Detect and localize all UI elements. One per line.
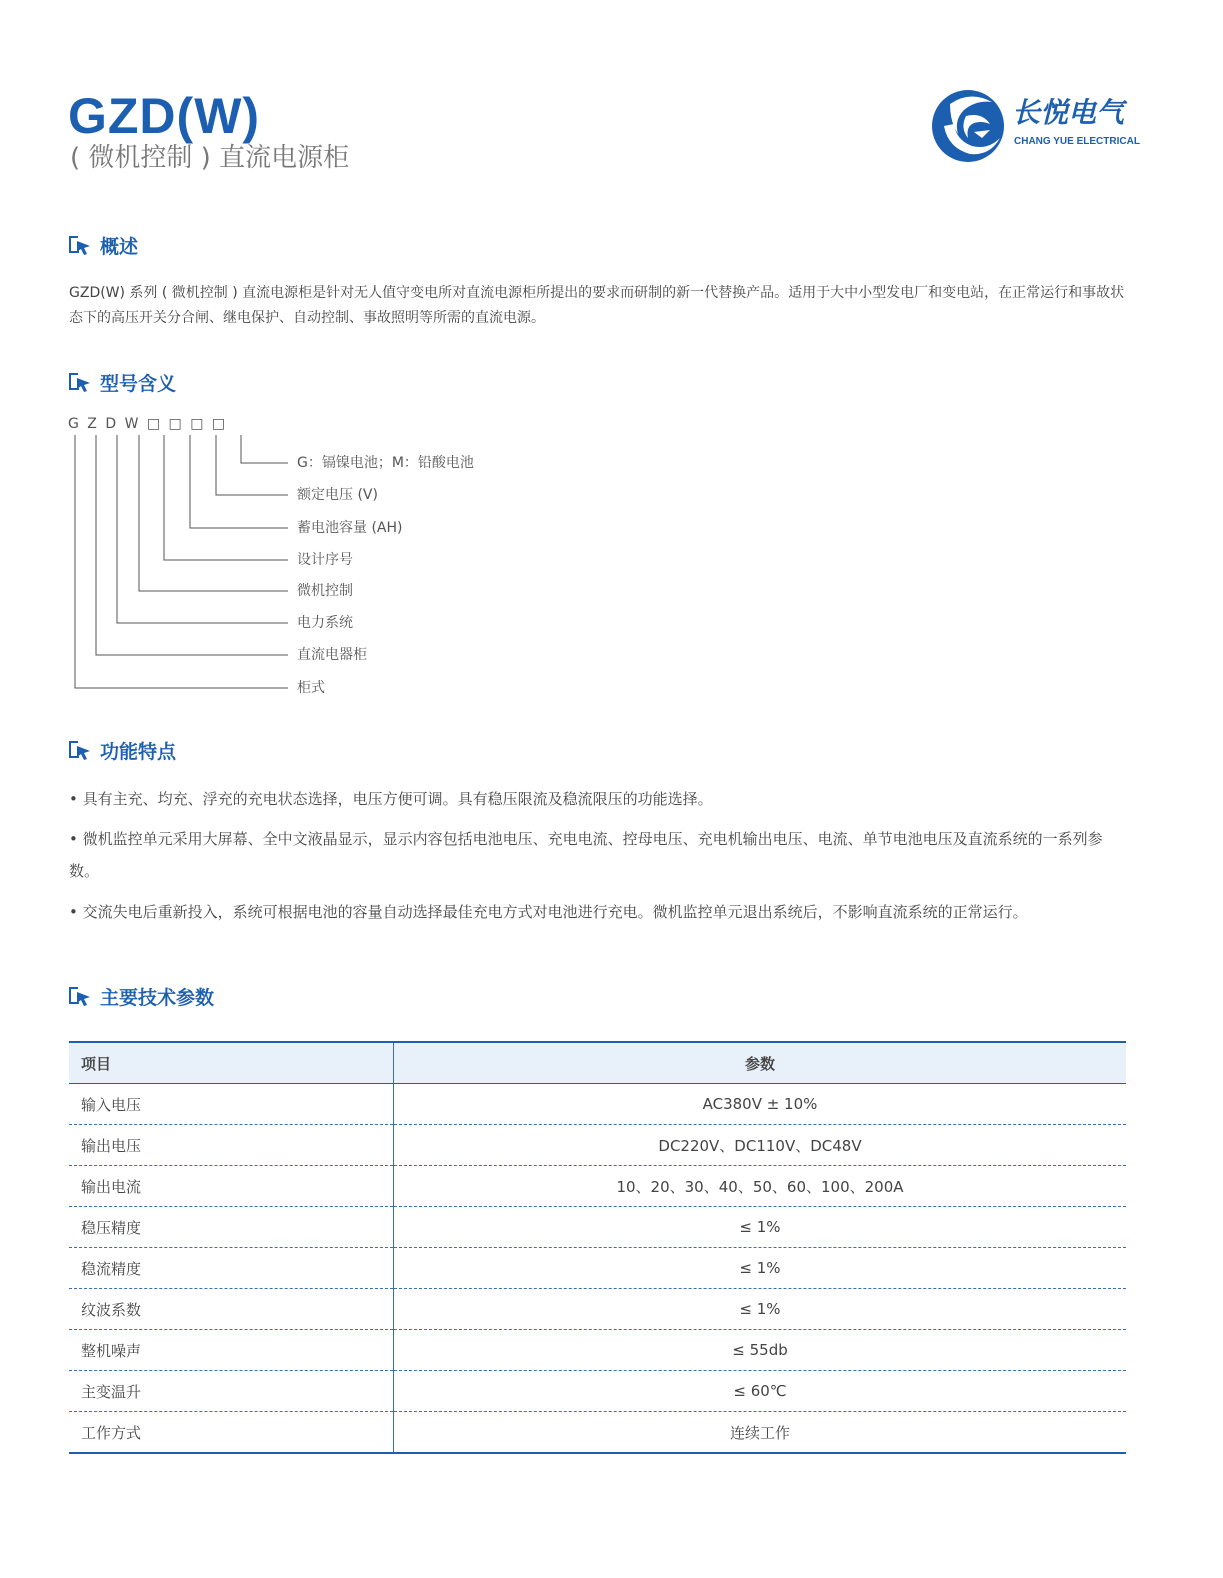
section-title: 概述: [100, 235, 139, 258]
model-code-label: 蓄电池容量 (AH): [297, 520, 403, 536]
table-row: [69, 1289, 1126, 1330]
param-value: ≤ 55db: [394, 1330, 1127, 1371]
section-pointer-icon: [68, 371, 92, 393]
table-row: [69, 1125, 1126, 1166]
model-code-label: 柜式: [297, 680, 325, 696]
section-title: 主要技术参数: [100, 986, 215, 1009]
param-name: 输入电压: [69, 1084, 394, 1125]
param-name: 稳流精度: [69, 1248, 394, 1289]
feature-item: • 具有主充、均充、浮充的充电状态选择，电压方便可调。具有稳压限流及稳流限压的功能选择。: [69, 790, 713, 808]
section-title: 功能特点: [100, 740, 177, 763]
section-pointer-icon: [68, 985, 92, 1007]
model-code: G Z D W □ □ □ □: [68, 416, 226, 432]
table-row: [69, 1166, 1126, 1207]
table-row: [69, 1207, 1126, 1248]
table-row: [69, 1330, 1126, 1371]
param-value: ≤ 1%: [394, 1248, 1127, 1289]
model-code-label: G：镉镍电池；M：铅酸电池: [297, 455, 474, 471]
param-name: 输出电压: [69, 1125, 394, 1166]
column-header-item: 项目: [69, 1042, 394, 1084]
param-value: ≤ 1%: [394, 1207, 1127, 1248]
table-row: [69, 1248, 1126, 1289]
model-code-label: 直流电器柜: [297, 647, 367, 663]
section-heading-model: [68, 367, 176, 397]
param-name: 工作方式: [69, 1412, 394, 1454]
page-subtitle: ( 微机控制 ) 直流电源柜: [70, 143, 350, 173]
param-value: 10、20、30、40、50、60、100、200A: [394, 1166, 1127, 1207]
params-table: [69, 1041, 1126, 1454]
param-name: 输出电流: [69, 1166, 394, 1207]
table-header-row: [69, 1042, 1126, 1084]
section-pointer-icon: [68, 739, 92, 761]
param-value: ≤ 60℃: [394, 1371, 1127, 1412]
table-row: [69, 1084, 1126, 1125]
page-title: GZD(W): [68, 88, 261, 144]
section-heading-features: [68, 735, 176, 765]
param-value: AC380V ± 10%: [394, 1084, 1127, 1125]
logo-emblem-icon: [930, 86, 1008, 166]
table-row: [69, 1412, 1126, 1454]
model-code-label: 额定电压 (V): [297, 487, 378, 503]
param-name: 主变温升: [69, 1371, 394, 1412]
model-code-label: 微机控制: [297, 583, 353, 599]
param-value: 连续工作: [394, 1412, 1127, 1454]
param-name: 稳压精度: [69, 1207, 394, 1248]
feature-item: • 微机监控单元采用大屏幕、全中文液晶显示，显示内容包括电池电压、充电电流、控母电压、充电机输出电压、电流、单节电池电压及直流系统的一系列参数。: [69, 830, 1103, 880]
table-row: [69, 1371, 1126, 1412]
model-diagram-lines: [0, 430, 300, 730]
logo-name-cn: 长悦电气: [1012, 96, 1125, 129]
param-name: 纹波系数: [69, 1289, 394, 1330]
section-pointer-icon: [68, 234, 92, 256]
param-name: 整机噪声: [69, 1330, 394, 1371]
section-heading-overview: [68, 230, 138, 260]
overview-text: GZD(W) 系列 ( 微机控制 ) 直流电源柜是针对无人值守变电所对直流电源柜所提出的要求而研制的新一代替换产品。适用于大中小型发电厂和变电站，在正常运行和事故状态下的高压开关分合闸、继电保护、自动控制、事故照明等所需的直流电源。: [69, 285, 1125, 326]
param-value: ≤ 1%: [394, 1289, 1127, 1330]
model-code-label: 设计序号: [297, 552, 353, 568]
section-heading-params: [68, 981, 214, 1011]
company-logo: [930, 84, 1140, 168]
logo-name-en: CHANG YUE ELECTRICAL: [1014, 136, 1140, 147]
section-title: 型号含义: [100, 372, 177, 395]
model-code-label: 电力系统: [297, 615, 353, 631]
column-header-value: 参数: [394, 1042, 1127, 1084]
feature-item: • 交流失电后重新投入，系统可根据电池的容量自动选择最佳充电方式对电池进行充电。微机监控单元退出系统后，不影响直流系统的正常运行。: [69, 903, 1028, 921]
param-value: DC220V、DC110V、DC48V: [394, 1125, 1127, 1166]
